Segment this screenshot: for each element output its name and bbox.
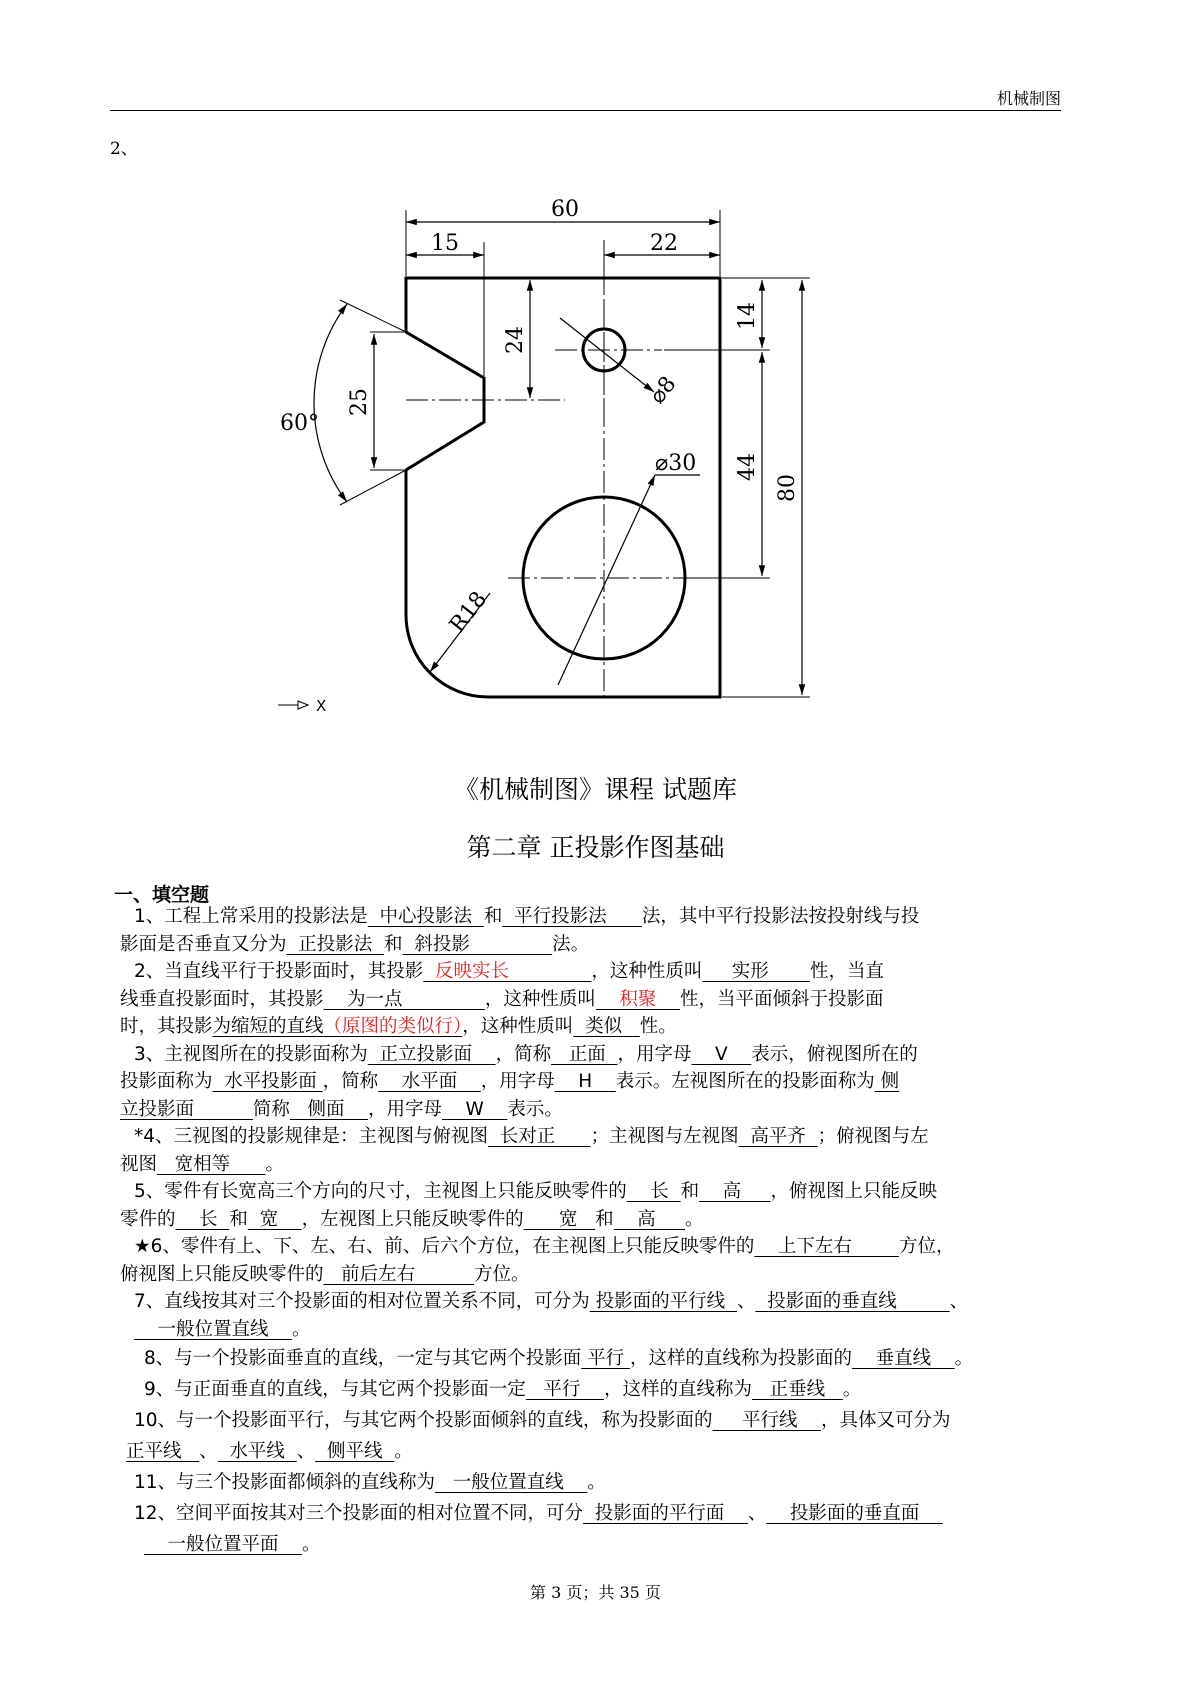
answer-blank: 积聚 [595, 988, 680, 1010]
question-4-line-2: 视图 宽相等 。 [120, 1153, 284, 1175]
question-6-line-2: 俯视图上只能反映零件的 前后左右 方位。 [120, 1263, 530, 1285]
angle-label: 60° [280, 411, 319, 436]
answer-blank: 正投影法 [286, 933, 385, 955]
question-3-line-1: 3、主视图所在的投影面称为 正立投影面 ，简称 正面 ，用字母 V 表示，俯视图所在的 [134, 1043, 918, 1065]
answer-blank: 正立投影面 [367, 1043, 496, 1065]
angle-arc [314, 304, 347, 502]
answer-blank: 高平齐 [738, 1126, 818, 1147]
answer-blank: 平行投影法 [502, 906, 642, 927]
dim-24-label: 24 [503, 326, 528, 354]
answer-blank: 宽相等 [157, 1153, 266, 1175]
answer-blank: 高 [613, 1208, 686, 1230]
question-12-line-2: 一般位置平面 。 [144, 1534, 321, 1555]
question-10-line-1: 10、与一个投影面平行，与其它两个投影面倾斜的直线，称为投影面的 平行线 ，具体又可分为 [134, 1410, 951, 1431]
question-5-line-1: 5、零件有长宽高三个方向的尺寸，主视图上只能反映零件的 长 和 高 ，俯视图上只能反映 [134, 1181, 938, 1202]
dimension-lines [314, 222, 802, 695]
svg-text:X: X [316, 697, 327, 715]
question-7-line-2: 一般位置直线 。 [134, 1318, 311, 1340]
answer-blank: 侧 [874, 1071, 900, 1092]
answer-blank: 正平线 [126, 1441, 200, 1462]
dim-60-label: 60 [551, 197, 579, 222]
answer-blank: 上下左右 [754, 1236, 899, 1257]
dim-80-label: 80 [775, 474, 800, 502]
answer-blank: 投影面的平行线 [589, 1291, 737, 1312]
answer-blank: 一般位置平面 [144, 1534, 303, 1555]
question-7-line-1: 7、直线按其对三个投影面的相对位置关系不同，可分为 投影面的平行线 、 投影面的垂直线 、 [134, 1291, 969, 1312]
question-number: 2、 [110, 139, 138, 159]
answer-blank: 高 [699, 1181, 771, 1202]
answer-blank: V [691, 1043, 752, 1065]
question-10-line-2: 正平线 、 水平线 、 侧平线 。 [126, 1441, 413, 1462]
answer-blank: 正垂线 [751, 1379, 843, 1400]
dia30-leader [558, 475, 655, 685]
dim-25-label: 25 [347, 388, 372, 416]
answer-blank: 投影面的垂直线 [755, 1291, 950, 1312]
answer-blank: 反映实长 [423, 961, 592, 982]
question-2-line-3: 时，其投影为缩短的直线（原图的类似行），这种性质叫 类似 性。 [120, 1016, 677, 1037]
page-footer: 第 3 页；共 35 页 [530, 1583, 661, 1602]
answer-blank: W [442, 1098, 508, 1120]
answer-blank: 长 [626, 1181, 681, 1202]
question-11: 11、与三个投影面都倾斜的直线称为 一般位置直线 。 [134, 1472, 606, 1493]
dimension-labels [280, 197, 800, 638]
answer-blank: H [554, 1071, 616, 1092]
question-2-line-1: 2、当直线平行于投影面时，其投影 反映实长 ，这种性质叫 实形 性，当直 [134, 961, 884, 982]
answer-blank: （原图的类似行） [323, 1016, 463, 1037]
answer-blank: 前后左右 [323, 1263, 474, 1285]
answer-blank: 侧平线 [315, 1441, 395, 1462]
answer-blank: 宽 [247, 1208, 302, 1230]
answer-blank: 中心投影法 [367, 906, 484, 927]
question-3-line-2: 投影面称为 水平投影面 ，简称 水平面 ，用字母 H 表示。左视图所在的投影面称为 侧 [120, 1071, 900, 1092]
dim-44-label: 44 [735, 453, 760, 481]
axis-marker [278, 697, 326, 715]
answer-blank: 垂直线 [852, 1348, 955, 1369]
answer-blank: 水平面 [378, 1071, 481, 1092]
answer-blank: 投影面的平行面 [583, 1503, 748, 1524]
answer-blank: 立投影面 [120, 1098, 253, 1120]
course-title: 《机械制图》课程 试题库 [454, 775, 737, 804]
answer-blank: 正面 [551, 1043, 618, 1065]
answer-blank: 一般位置直线 [134, 1318, 293, 1340]
question-5-line-2: 零件的 长 和 宽 ，左视图上只能反映零件的 宽 和 高 。 [120, 1208, 704, 1230]
dia8-label: ⌀8 [645, 371, 682, 409]
header-title: 机械制图 [996, 89, 1061, 108]
answer-blank: 平行 [525, 1379, 604, 1400]
question-list [120, 903, 1060, 1560]
answer-blank: 宽 [523, 1208, 596, 1230]
answer-blank: 长 [175, 1208, 230, 1230]
technical-drawing [0, 0, 1191, 760]
answer-blank: 实形 [702, 961, 810, 982]
dia30-label: ⌀30 [655, 451, 697, 476]
answer-blank: 水平线 [217, 1441, 297, 1462]
answer-blank: 一般位置直线 [435, 1472, 588, 1493]
answer-blank: 斜投影 [402, 933, 553, 955]
part-outline [406, 278, 720, 697]
r18-label: R18 [445, 587, 493, 638]
question-9: 9、与正面垂直的直线，与其它两个投影面一定 平行 ，这样的直线称为 正垂线 。 [144, 1379, 862, 1400]
answer-blank: 平行 [581, 1348, 631, 1369]
dim-14-label: 14 [735, 302, 760, 330]
question-6-line-1: ★6、零件有上、下、左、右、前、后六个方位，在主视图上只能反映零件的 上下左右 方位， [134, 1236, 955, 1257]
answer-blank: 为缩短的直线 [212, 1016, 324, 1037]
question-8: 8、与一个投影面垂直的直线，一定与其它两个投影面 平行 ，这样的直线称为投影面的 垂直线 。 [144, 1348, 974, 1369]
answer-blank: 水平投影面 [212, 1071, 323, 1092]
question-12-line-1: 12、空间平面按其对三个投影面的相对位置不同，可分 投影面的平行面 、 投影面的垂直面 [134, 1503, 943, 1524]
question-3-line-3: 立投影面 简称 侧面 ，用字母 W 表示。 [120, 1098, 563, 1120]
chapter-title: 第二章 正投影作图基础 [466, 833, 725, 862]
question-1-line-1: 1、工程上常采用的投影法是 中心投影法 和 平行投影法 法，其中平行投影法按投射线与投 [134, 906, 920, 927]
section-heading: 一、填空题 [114, 884, 210, 906]
answer-blank: 类似 [573, 1016, 640, 1037]
answer-blank: 侧面 [289, 1098, 368, 1120]
dim-22-label: 22 [650, 231, 678, 256]
question-2-line-2: 线垂直投影面时，其投影 为一点 ，这种性质叫 积聚 性，当平面倾斜于投影面 [120, 988, 884, 1010]
question-4-line-1: *4、三视图的投影规律是：主视图与俯视图 长对正 ；主视图与左视图 高平齐 ；俯视图与左 [134, 1126, 929, 1147]
question-1-line-2: 影面是否垂直又分为 正投影法 和 斜投影 法。 [120, 933, 590, 955]
answer-blank: 平行线 [712, 1410, 821, 1431]
answer-blank: 投影面的垂直面 [766, 1503, 943, 1524]
dim-15-label: 15 [431, 231, 459, 256]
answer-blank: 为一点 [323, 988, 485, 1010]
answer-blank: 长对正 [488, 1126, 591, 1147]
